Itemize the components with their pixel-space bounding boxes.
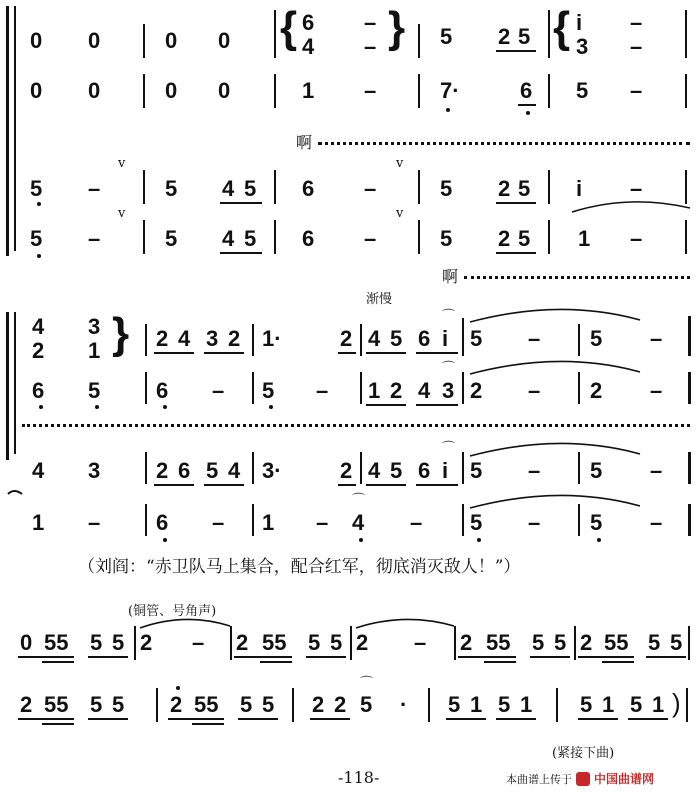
note: 2 (236, 630, 249, 655)
note: i (576, 10, 583, 35)
note: 5 (90, 630, 103, 655)
lyric-ah: 啊 (442, 267, 459, 286)
note: 5 (244, 226, 257, 251)
note: 1 (520, 692, 533, 717)
note: – (316, 510, 329, 535)
note: 55 (486, 630, 511, 655)
note: 5 (262, 692, 275, 717)
note: 6 (302, 176, 315, 201)
note: 5 (112, 692, 125, 717)
note: – (528, 458, 541, 483)
note: 5 (590, 326, 603, 351)
note: 2 (20, 692, 33, 717)
slur (140, 619, 230, 628)
instrument-cue: (铜管、号角声) (128, 604, 217, 619)
note: 4 (32, 458, 45, 483)
note: 5 (390, 458, 403, 483)
note: i (576, 176, 583, 201)
note: – (88, 176, 101, 201)
note: – (364, 34, 377, 59)
note: 0 (88, 78, 101, 103)
note: 2 (32, 338, 45, 363)
note: – (650, 510, 663, 535)
note: 4 (418, 378, 431, 403)
chord-brace: { (553, 3, 571, 52)
note: 2 (156, 326, 169, 351)
note: 5 (240, 692, 253, 717)
note: 1 (602, 692, 615, 717)
note: 5 (590, 458, 603, 483)
note: 4 (32, 314, 45, 339)
note: – (528, 510, 541, 535)
note: 5 (440, 226, 453, 251)
site-watermark (506, 770, 654, 787)
note: 5 (448, 692, 461, 717)
note: 1 (32, 510, 45, 535)
note: 2 (334, 692, 347, 717)
note: 6 (156, 378, 169, 403)
note: 4 (222, 226, 235, 251)
note: 2 (470, 378, 483, 403)
note: 5 (470, 326, 483, 351)
note: 5 (30, 226, 43, 251)
site-logo-icon (576, 772, 590, 786)
note: 6 (520, 78, 533, 103)
note: 5 (206, 458, 219, 483)
note: 5 (470, 510, 483, 535)
site-name: 中国曲谱网 (594, 772, 655, 786)
note: 5 (470, 458, 483, 483)
note: 1 (470, 692, 483, 717)
note: 5 (498, 692, 511, 717)
note: 5 (360, 692, 373, 717)
note: 0 (165, 78, 178, 103)
slur (470, 495, 640, 508)
note: 5 (580, 692, 593, 717)
note: 2 (228, 326, 241, 351)
note: 1 (88, 338, 101, 363)
slur (470, 443, 640, 456)
note: · (400, 692, 408, 717)
note: 1 (368, 378, 381, 403)
note: – (88, 510, 101, 535)
note: – (410, 510, 423, 535)
note: 5 (262, 378, 275, 403)
note: 5 (30, 176, 43, 201)
note: 4 (222, 176, 235, 201)
chord-brace-close: } (112, 309, 130, 358)
note: 3 (576, 34, 589, 59)
spoken-dialogue: （刘阎：“赤卫队马上集合，配合红军，彻底消灭敌人！”） (78, 557, 521, 577)
note: 5 (518, 176, 531, 201)
note: – (414, 630, 427, 655)
note: – (192, 630, 205, 655)
note: 2 (390, 378, 403, 403)
note: 55 (44, 692, 69, 717)
note: 2 (498, 24, 511, 49)
note: – (630, 176, 643, 201)
note: 0 (30, 78, 43, 103)
note: 55 (262, 630, 287, 655)
note: – (528, 378, 541, 403)
slur (572, 202, 690, 212)
note: 3· (262, 458, 282, 483)
note: 4 (302, 34, 315, 59)
note: 6 (302, 226, 315, 251)
note: 5 (308, 630, 321, 655)
note: 5 (518, 226, 531, 251)
note: – (212, 510, 225, 535)
note: 2 (170, 692, 183, 717)
note: i (442, 458, 449, 483)
note: 5 (576, 78, 589, 103)
chord-brace: { (280, 3, 298, 52)
chord-brace-close: } (388, 3, 406, 52)
note: 4 (228, 458, 241, 483)
note: 2 (460, 630, 473, 655)
note: 2 (498, 176, 511, 201)
note: 2 (156, 458, 169, 483)
note: – (650, 458, 663, 483)
note: 5 (440, 176, 453, 201)
breath-mark: v (118, 156, 126, 171)
slur (356, 619, 454, 628)
note: 55 (604, 630, 629, 655)
note: 0 (30, 28, 43, 53)
note: 4 (352, 510, 365, 535)
fermata: ⌒ (442, 441, 456, 456)
slur (470, 361, 640, 374)
note: 0 (165, 28, 178, 53)
note: 2 (356, 630, 369, 655)
note: 5 (112, 630, 125, 655)
bracket-hook (8, 491, 22, 494)
note: 6 (32, 378, 45, 403)
performance-direction: (紧接下曲) (552, 746, 615, 761)
note: – (88, 226, 101, 251)
note: – (364, 176, 377, 201)
note: – (364, 78, 377, 103)
fermata: ⌒ (442, 361, 456, 376)
note: 5 (165, 226, 178, 251)
note: – (364, 226, 377, 251)
fermata: ⌒ (360, 676, 374, 691)
breath-mark: v (396, 206, 404, 221)
note: 4 (178, 326, 191, 351)
note: 6 (178, 458, 191, 483)
note: 6 (418, 326, 431, 351)
note: – (528, 326, 541, 351)
note: 5 (518, 24, 531, 49)
note: 4 (368, 326, 381, 351)
note: 5 (88, 378, 101, 403)
fermata: ⌒ (352, 493, 366, 508)
note: 1 (302, 78, 315, 103)
note: 5 (590, 510, 603, 535)
note: 3 (88, 458, 101, 483)
note: i (442, 326, 449, 351)
note: 5 (165, 176, 178, 201)
note: 2 (312, 692, 325, 717)
note: 3 (442, 378, 455, 403)
note: 2 (580, 630, 593, 655)
repeat-bracket: ) (672, 688, 681, 718)
note: 2 (340, 458, 353, 483)
note: 5 (554, 630, 567, 655)
note: 6 (156, 510, 169, 535)
note: – (650, 326, 663, 351)
note: 1 (652, 692, 665, 717)
note: 1· (262, 326, 282, 351)
note: 6 (418, 458, 431, 483)
note: 1 (262, 510, 275, 535)
page-number: -118- (338, 768, 380, 787)
note: – (630, 78, 643, 103)
note: – (316, 378, 329, 403)
note: 5 (440, 24, 453, 49)
note: 0 (20, 630, 33, 655)
note: 0 (218, 78, 231, 103)
note: 5 (630, 692, 643, 717)
fermata: ⌒ (442, 309, 456, 324)
note: – (212, 378, 225, 403)
note: 5 (90, 692, 103, 717)
note: – (364, 10, 377, 35)
note: 6 (302, 10, 315, 35)
note: – (650, 378, 663, 403)
note: 3 (206, 326, 219, 351)
note: 5 (648, 630, 661, 655)
note: 55 (44, 630, 69, 655)
note: 2 (498, 226, 511, 251)
note: – (630, 34, 643, 59)
note: 3 (88, 314, 101, 339)
note: – (630, 10, 643, 35)
note: 2 (590, 378, 603, 403)
breath-mark: v (118, 206, 126, 221)
note: 7· (440, 78, 460, 103)
note: 55 (194, 692, 219, 717)
note: 0 (218, 28, 231, 53)
note: 4 (368, 458, 381, 483)
slur (470, 309, 640, 322)
note: 5 (390, 326, 403, 351)
note: 1 (578, 226, 591, 251)
breath-mark: v (396, 156, 404, 171)
note: 0 (88, 28, 101, 53)
note: – (630, 226, 643, 251)
note: 2 (340, 326, 353, 351)
note: 5 (670, 630, 683, 655)
upload-text: 本曲谱上传于 (506, 773, 572, 786)
note: 5 (532, 630, 545, 655)
note: 5 (244, 176, 257, 201)
note: 2 (140, 630, 153, 655)
lyric-ah: 啊 (296, 133, 313, 152)
note: 5 (330, 630, 343, 655)
tempo-marking: 渐慢 (366, 292, 393, 307)
